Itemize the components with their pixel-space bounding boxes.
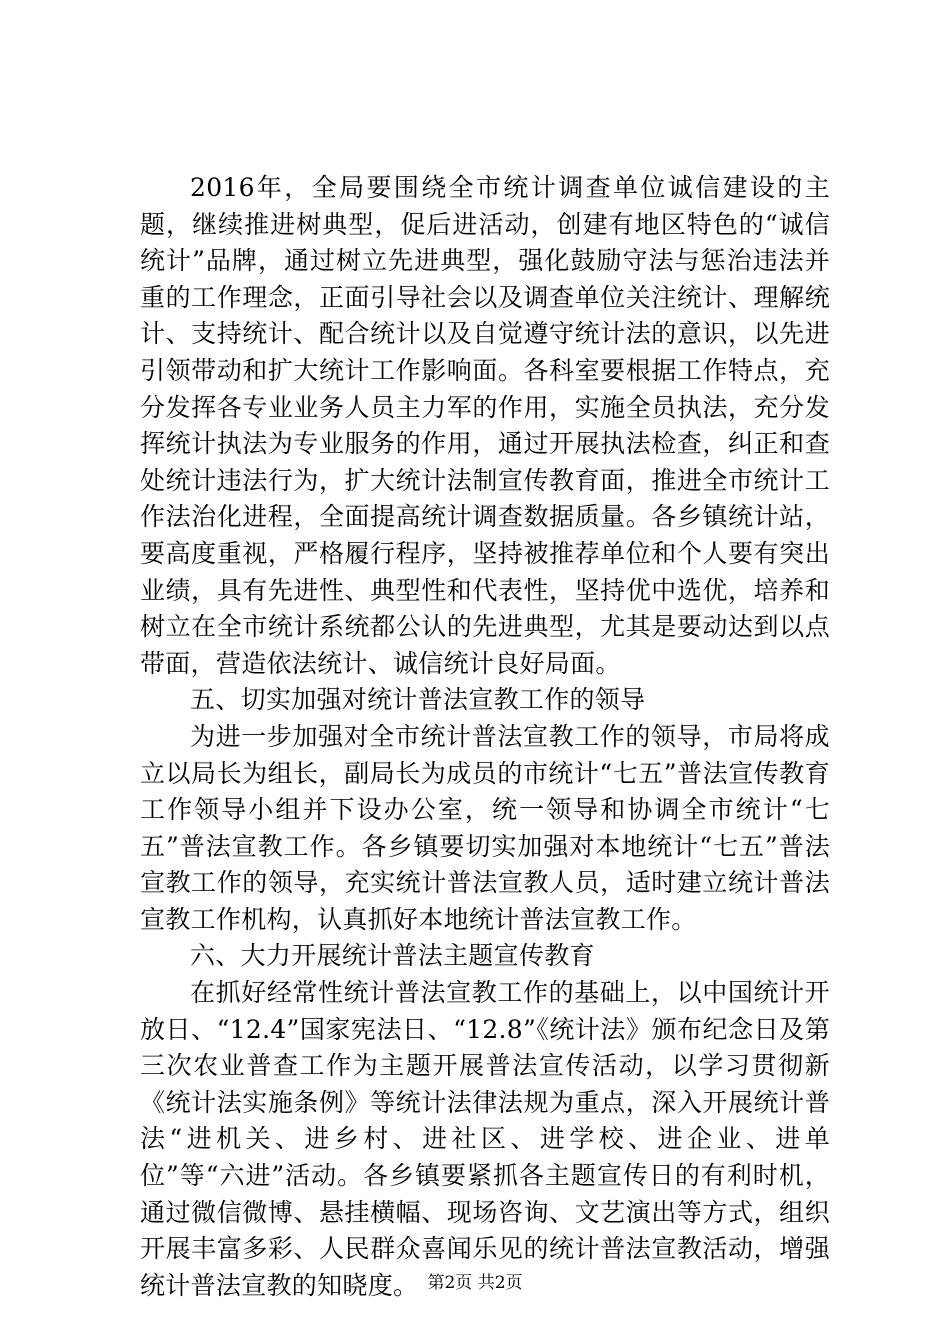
paragraph-leadership: 为进一步加强对全市统计普法宣教工作的领导，市局将成立以局长为组长，副局长为成员的市统计“七五”普法宣传教育工作领导小组并下设办公室，统一领导和协调全市统计“七五”普法宣教工作。各乡镇要切实加强对本地统计“七五”普法宣教工作的领导，充实统计普法宣教人员，适时建立统计普法宣教工作机构，认真抓好本地统计普法宣教工作。 [140,721,830,934]
page-footer: 第2页 共2页 [427,1273,523,1293]
document-body [140,170,830,1304]
paragraph-integrity-construction: 2016年，全局要围绕全市统计调查单位诚信建设的主题，继续推进树典型，促后进活动，创建有地区特色的“诚信统计”品牌，通过树立先进典型，强化鼓励守法与惩治违法并重的工作理念，正面引导社会以及调查单位关注统计、理解统计、支持统计、配合统计以及自觉遵守统计法的意识，以先进引领带动和扩大统计工作影响面。各科室要根据工作特点，充分发挥各专业业务人员主力军的作用，实施全员执法，充分发挥统计执法为专业服务的作用，通过开展执法检查，纠正和查处统计违法行为，扩大统计法制宣传教育面，推进全市统计工作法治化进程，全面提高统计调查数据质量。各乡镇统计站，要高度重视，严格履行程序，坚持被推荐单位和个人要有突出业绩，具有先进性、典型性和代表性，坚持优中选优，培养和树立在全市统计系统都公认的先进典型，尤其是要动达到以点带面，营造依法统计、诚信统计良好局面。 [140,173,830,678]
section-heading-six: 六、大力开展统计普法主题宣传教育 [190,941,595,971]
paragraph-theme-publicity: 在抓好经常性统计普法宣教工作的基础上，以中国统计开放日、“12.4”国家宪法日、“12.8”《统计法》颁布纪念日及第三次农业普查工作为主题开展普法宣传活动，以学习贯彻新《统计法实施条例》等统计法律法规为重点，深入开展统计普法“进机关、进乡村、进社区、进学校、进企业、进单位”等“六进”活动。各乡镇要紧抓各主题宣传日的有利时机，通过微信微博、悬挂横幅、现场咨询、文艺演出等方式，组织开展丰富多彩、人民群众喜闻乐见的统计普法宣教活动，增强统计普法宣教的知晓度。 [140,978,830,1300]
section-heading-five: 五、切实加强对统计普法宣教工作的领导 [190,685,646,715]
